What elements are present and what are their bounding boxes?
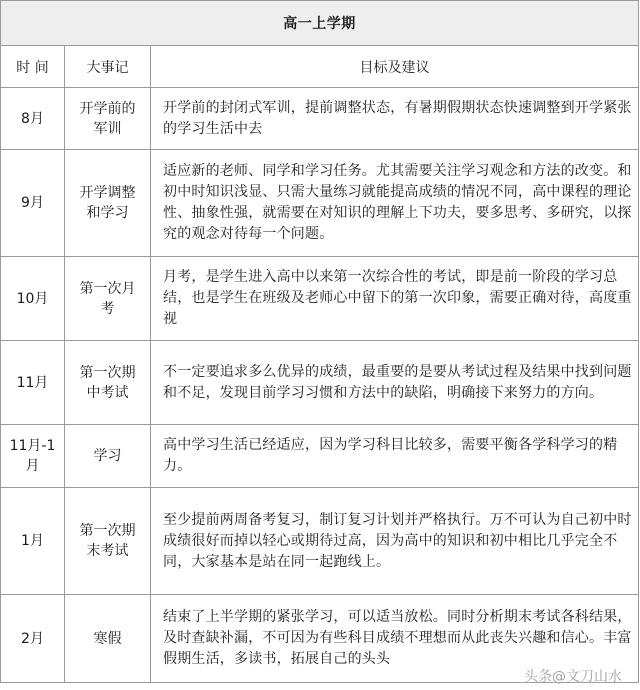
row-event: 开学调整和学习 — [65, 150, 151, 257]
row-event: 第一次月考 — [65, 257, 151, 341]
row-time: 1月 — [1, 488, 65, 595]
table-row — [1, 257, 639, 341]
header-event: 大事记 — [65, 46, 151, 88]
table-header-row — [1, 46, 639, 88]
row-time: 8月 — [1, 88, 65, 150]
row-time: 11月-1月 — [1, 425, 65, 488]
header-time: 时 间 — [1, 46, 65, 88]
row-advice: 高中学习生活已经适应，因为学习科目比较多，需要平衡各学科学习的精力。 — [151, 425, 639, 488]
table-title: 高一上学期 — [1, 1, 639, 46]
row-event: 寒假 — [65, 595, 151, 683]
row-advice: 至少提前两周备考复习，制订复习计划并严格执行。万不可认为自己初中时成绩很好而掉以轻心或期待过高，因为高中的知识和初中相比几乎完全不同，大家基本是站在同一起跑线上。 — [151, 488, 639, 595]
row-advice: 不一定要追求多么优异的成绩，最重要的是要从考试过程及结果中找到问题和不足，发现目前学习习惯和方法中的缺陷，明确接下来努力的方向。 — [151, 341, 639, 425]
table-row — [1, 150, 639, 257]
row-time: 11月 — [1, 341, 65, 425]
row-time: 2月 — [1, 595, 65, 683]
row-event: 第一次期末考试 — [65, 488, 151, 595]
header-advice: 目标及建议 — [151, 46, 639, 88]
row-event: 第一次期中考试 — [65, 341, 151, 425]
row-advice: 结束了上半学期的紧张学习，可以适当放松。同时分析期末考试各科结果，及时查缺补漏，不可因为有些科目成绩不理想而从此丧失兴趣和信心。丰富假期生活，多读书，拓展自己的头头 — [151, 595, 639, 683]
row-advice: 月考，是学生进入高中以来第一次综合性的考试，即是前一阶段的学习总结，也是学生在班级及老师心中留下的第一次印象，需要正确对待，高度重视 — [151, 257, 639, 341]
row-event: 开学前的军训 — [65, 88, 151, 150]
row-advice: 开学前的封闭式军训，提前调整状态，有暑期假期状态快速调整到开学紧张的学习生活中去 — [151, 88, 639, 150]
row-event: 学习 — [65, 425, 151, 488]
table-row — [1, 488, 639, 595]
row-time: 9月 — [1, 150, 65, 257]
row-advice: 适应新的老师、同学和学习任务。尤其需要关注学习观念和方法的改变。和初中时知识浅显、只需大量练习就能提高成绩的情况不同，高中课程的理论性、抽象性强，就需要在对知识的理解上下功夫，要多思考、多研究，以探究的观念对待每一个问题。 — [151, 150, 639, 257]
watermark-text: 头条@文刀山水 — [524, 669, 622, 685]
table-row — [1, 88, 639, 150]
table-row — [1, 341, 639, 425]
row-time: 10月 — [1, 257, 65, 341]
table-title-row — [1, 1, 639, 46]
table-row — [1, 425, 639, 488]
